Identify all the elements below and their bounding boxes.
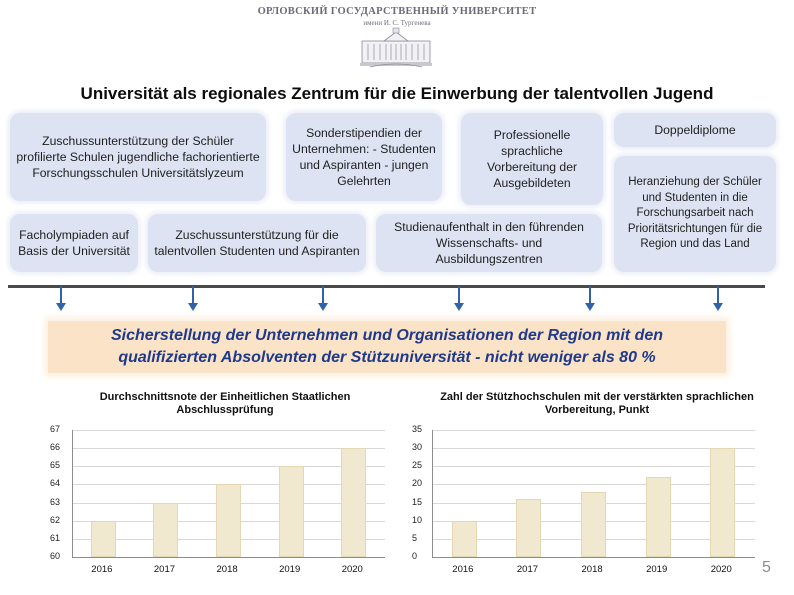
- box-company-scholarships-text: Sonderstipendien der Unternehmen: - Studenten und Aspiranten - jungen Gelehrten: [292, 125, 436, 189]
- chart-1-gridline: [72, 430, 385, 431]
- box-school-support: [10, 113, 266, 201]
- arrow-down-icon: [712, 286, 724, 312]
- chart-1-x-tick-label: 2017: [153, 564, 176, 575]
- slide-header: [0, 0, 794, 80]
- chart-2-y-axis: [432, 430, 433, 557]
- box-study-stays-text: Studienaufenthalt in den führenden Wissenschafts- und Ausbildungszentren: [394, 219, 584, 267]
- chart-2-x-axis: [432, 557, 755, 558]
- chart-2-bar-2017: [516, 499, 541, 557]
- chart-2-x-tick-label: 2019: [646, 564, 668, 575]
- chart-1-bar-2018: [216, 484, 241, 557]
- chart-2-bar-2020: [710, 448, 735, 557]
- box-school-support-text: Zuschussunterstützung der Schüler profilierte Schulen jugendliche fachorientierte Forschungsschulen Universitätslyzeum: [16, 133, 260, 181]
- box-talent-grants-text: Zuschussunterstützung für die talentvollen Studenten und Aspiranten: [154, 227, 360, 258]
- chart-1-x-axis: [72, 557, 385, 558]
- goal-banner-line-1: Sicherstellung der Unternehmen und Organisationen der Region mit den: [110, 327, 664, 345]
- chart-1-bar-2017: [153, 503, 178, 557]
- chart-2-y-tick-label: 35: [412, 424, 423, 434]
- chart-1-gridline: [72, 466, 385, 467]
- chart-2-y-tick-label: 10: [412, 514, 423, 525]
- slide-title: Universität als regionales Zentrum für die Einwerbung der talentvollen Jugend: [80, 84, 714, 103]
- box-olympiads: [10, 214, 138, 272]
- arrow-down-icon: [317, 286, 329, 312]
- chart-1-y-tick-label: 65: [50, 460, 61, 471]
- timeline-line: [8, 285, 765, 288]
- chart-1-y-tick-label: 60: [50, 551, 61, 561]
- university-subtitle: имени И. С. Тургенева: [363, 19, 431, 27]
- box-double-degrees: [614, 113, 776, 147]
- chart-1-y-tick-label: 66: [50, 442, 61, 453]
- chart-2-y-tick-label: 20: [412, 478, 423, 489]
- chart-1-bar-2016: [91, 521, 116, 557]
- chart-2-x-tick-label: 2016: [452, 564, 474, 575]
- chart-2-bar-2019: [646, 477, 671, 557]
- chart-1-y-tick-label: 61: [50, 532, 61, 543]
- chart-1-y-tick-label: 64: [50, 478, 61, 489]
- arrow-down-icon: [187, 286, 199, 312]
- box-language-training-text: Professionelle sprachliche Vorbereitung der Ausgebildeten: [486, 127, 578, 191]
- box-research-involvement-text: Heranziehung der Schüler und Studenten in die Forschungsarbeit nach Prioritätsrichtungen für die Region und das Land: [627, 175, 763, 251]
- goal-banner: [48, 321, 726, 373]
- goal-banner-line-2: qualifizierten Absolventen der Stützuniversität - nicht weniger als 80 %: [118, 349, 656, 366]
- chart-2-title: Zahl der Stützhochschulen mit der verstärkten sprachlichen Vorbereitung, Punkt: [440, 391, 754, 417]
- chart-1-x-tick-label: 2019: [279, 564, 301, 575]
- chart-2-bar-2016: [452, 521, 477, 557]
- chart-2-y-tick-label: 0: [412, 551, 418, 561]
- chart-1-y-tick-label: 62: [50, 514, 61, 525]
- box-talent-grants: [148, 214, 366, 272]
- chart-2-gridline: [432, 466, 755, 467]
- chart-1-x-tick-label: 2020: [341, 564, 363, 575]
- chart-1-bar-2019: [279, 466, 304, 557]
- chart-2-y-tick-label: 5: [412, 532, 418, 543]
- chart-1-gridline: [72, 448, 385, 449]
- chart-2-gridline: [432, 430, 755, 431]
- chart-2-y-tick-label: 25: [412, 460, 423, 471]
- box-language-training: [461, 113, 603, 205]
- university-building-icon: [360, 27, 432, 69]
- page-number: 5: [762, 559, 771, 576]
- chart-1-x-tick-label: 2018: [216, 564, 238, 575]
- chart-1-y-tick-label: 63: [50, 496, 61, 507]
- chart-1-y-tick-label: 67: [50, 424, 61, 434]
- chart-2-x-tick-label: 2020: [710, 564, 732, 575]
- chart-1-title: Durchschnittsnote der Einheitlichen Staatlichen Abschlussprüfung: [99, 391, 351, 417]
- chart-2-gridline: [432, 448, 755, 449]
- box-olympiads-text: Facholympiaden auf Basis der Universität: [18, 227, 130, 258]
- chart-2-y-tick-label: 15: [412, 496, 423, 507]
- chart-2-x-tick-label: 2017: [516, 564, 539, 575]
- university-name: ОРЛОВСКИЙ ГОСУДАРСТВЕННЫЙ УНИВЕРСИТЕТ: [257, 6, 537, 17]
- chart-2-bar-2018: [581, 492, 606, 557]
- arrow-down-icon: [453, 286, 465, 312]
- box-double-degrees-text: Doppeldiplome: [654, 122, 736, 137]
- chart-2-x-tick-label: 2018: [581, 564, 603, 575]
- arrow-down-icon: [55, 286, 67, 312]
- chart-2-gridline: [432, 484, 755, 485]
- chart-1-x-tick-label: 2016: [91, 564, 113, 575]
- box-research-involvement: [614, 156, 776, 272]
- chart-2-y-tick-label: 30: [412, 442, 423, 453]
- box-company-scholarships: [286, 113, 442, 201]
- box-study-stays: [376, 214, 602, 272]
- arrow-down-icon: [584, 286, 596, 312]
- chart-1-y-axis: [72, 430, 73, 557]
- chart-1-bar-2020: [341, 448, 366, 557]
